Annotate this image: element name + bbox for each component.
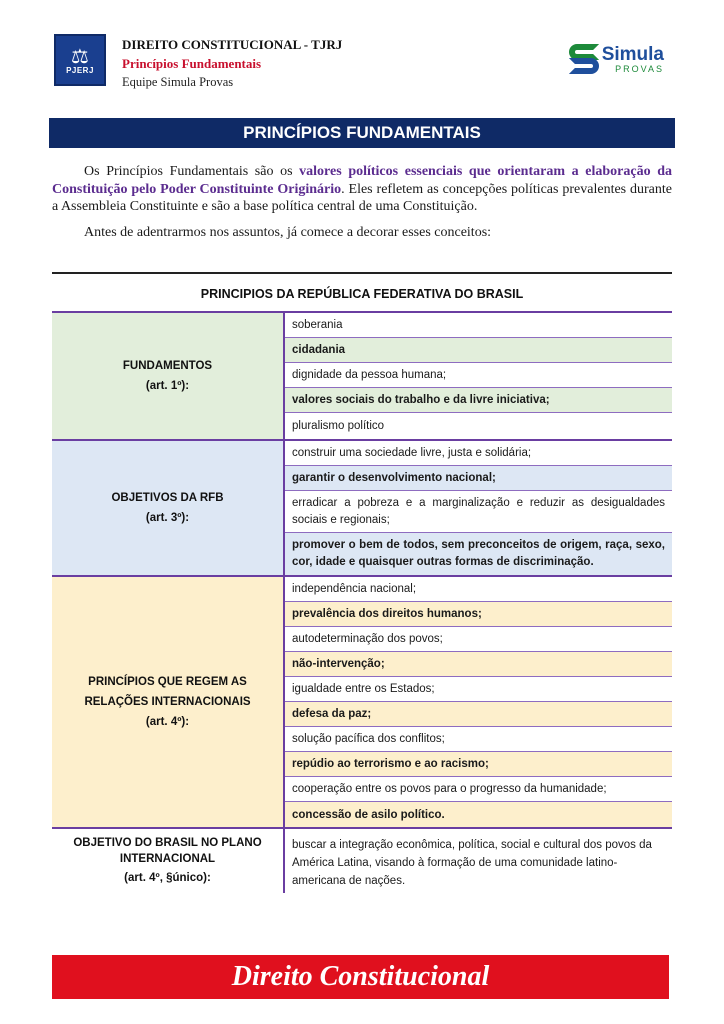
- objetivos-title: OBJETIVOS DA RFB: [111, 492, 224, 504]
- plano-internacional-row: [52, 829, 672, 893]
- list-item: valores sociais do trabalho e da livre iniciativa;: [285, 388, 672, 413]
- intro-highlight: valores políticos essenciais que orientaram a elaboração da Constituição pelo Poder Constituinte Originário: [52, 164, 672, 197]
- brand-name: Simula: [601, 43, 664, 65]
- list-item: buscar a integração econômica, política, social e cultural dos povos da América Latina, visando à formação de uma comunidade latino-americana de nações.: [292, 839, 652, 887]
- list-item: solução pacífica dos conflitos;: [285, 727, 672, 752]
- pjerj-logo: [54, 34, 106, 86]
- plano-title-1: OBJETIVO DO BRASIL NO PLANO: [73, 837, 262, 849]
- simula-provas-logo: [569, 44, 664, 74]
- header-team: Equipe Simula Provas: [122, 75, 234, 89]
- brand-sub: PROVAS: [615, 63, 664, 74]
- relacoes-ref: (art. 4º):: [145, 716, 190, 728]
- list-item: garantir o desenvolvimento nacional;: [285, 466, 672, 491]
- relacoes-label: [52, 577, 285, 827]
- pjerj-logo-text: PJERJ: [66, 65, 94, 75]
- list-item: cidadania: [285, 338, 672, 363]
- plano-internacional-label: [52, 829, 285, 893]
- list-item: independência nacional;: [285, 577, 672, 602]
- intro-text: [52, 163, 672, 241]
- list-item: cooperação entre os povos para o progresso da humanidade;: [285, 777, 672, 802]
- relacoes-row: [52, 577, 672, 829]
- scales-of-justice-icon: ⚖: [71, 43, 89, 68]
- fundamentos-ref: (art. 1º):: [145, 380, 190, 392]
- list-item: não-intervenção;: [285, 652, 672, 677]
- list-item: soberania: [285, 313, 672, 338]
- list-item: pluralismo político: [292, 420, 385, 432]
- plano-title-2: INTERNACIONAL: [119, 853, 216, 865]
- footer-banner: Direito Constitucional: [52, 955, 669, 999]
- list-item: prevalência dos direitos humanos;: [285, 602, 672, 627]
- objetivos-row: [52, 441, 672, 577]
- header-course: DIREITO CONSTITUCIONAL - TJRJ: [122, 37, 343, 52]
- list-item: dignidade da pessoa humana;: [285, 363, 672, 388]
- list-item: igualdade entre os Estados;: [285, 677, 672, 702]
- fundamentos-label: [52, 313, 285, 439]
- section-title: PRINCÍPIOS FUNDAMENTAIS: [49, 118, 675, 148]
- intro-paragraph-1: [52, 163, 672, 216]
- objetivos-label: [52, 441, 285, 575]
- list-item: erradicar a pobreza e a marginalização e reduzir as desigualdades sociais e regionais;: [285, 491, 672, 533]
- simula-s-icon: [569, 44, 599, 74]
- fundamentos-title: FUNDAMENTOS: [122, 360, 213, 372]
- principles-table: [52, 272, 672, 893]
- list-item: concessão de asilo político.: [285, 802, 672, 827]
- plano-ref: (art. 4º, §único):: [124, 872, 211, 884]
- list-item: construir uma sociedade livre, justa e solidária;: [285, 441, 672, 466]
- page-header: [54, 32, 670, 92]
- relacoes-title-2: RELAÇÕES INTERNACIONAIS: [84, 696, 251, 708]
- list-item: repúdio ao terrorismo e ao racismo;: [285, 752, 672, 777]
- relacoes-title-1: PRINCÍPIOS QUE REGEM AS: [88, 676, 247, 688]
- header-topic: Princípios Fundamentais: [122, 56, 262, 71]
- header-text: [122, 36, 342, 92]
- intro-paragraph-2: Antes de adentrarmos nos assuntos, já comece a decorar esses conceitos:: [84, 224, 492, 240]
- table-title: PRINCIPIOS DA REPÚBLICA FEDERATIVA DO BRASIL: [52, 272, 672, 313]
- intro-p1-start: Os Princípios Fundamentais são os: [84, 164, 300, 179]
- list-item: defesa da paz;: [285, 702, 672, 727]
- intro-p1-end: . Eles refletem as concepções políticas prevalentes durante a Assembleia Constituinte e são a base política central de uma Constituição.: [52, 181, 672, 214]
- list-item: promover o bem de todos, sem preconceitos de origem, raça, sexo, cor, idade e quaisquer outras formas de discriminação.: [285, 533, 672, 575]
- objetivos-ref: (art. 3º):: [145, 512, 190, 524]
- list-item: autodeterminação dos povos;: [285, 627, 672, 652]
- fundamentos-row: [52, 313, 672, 441]
